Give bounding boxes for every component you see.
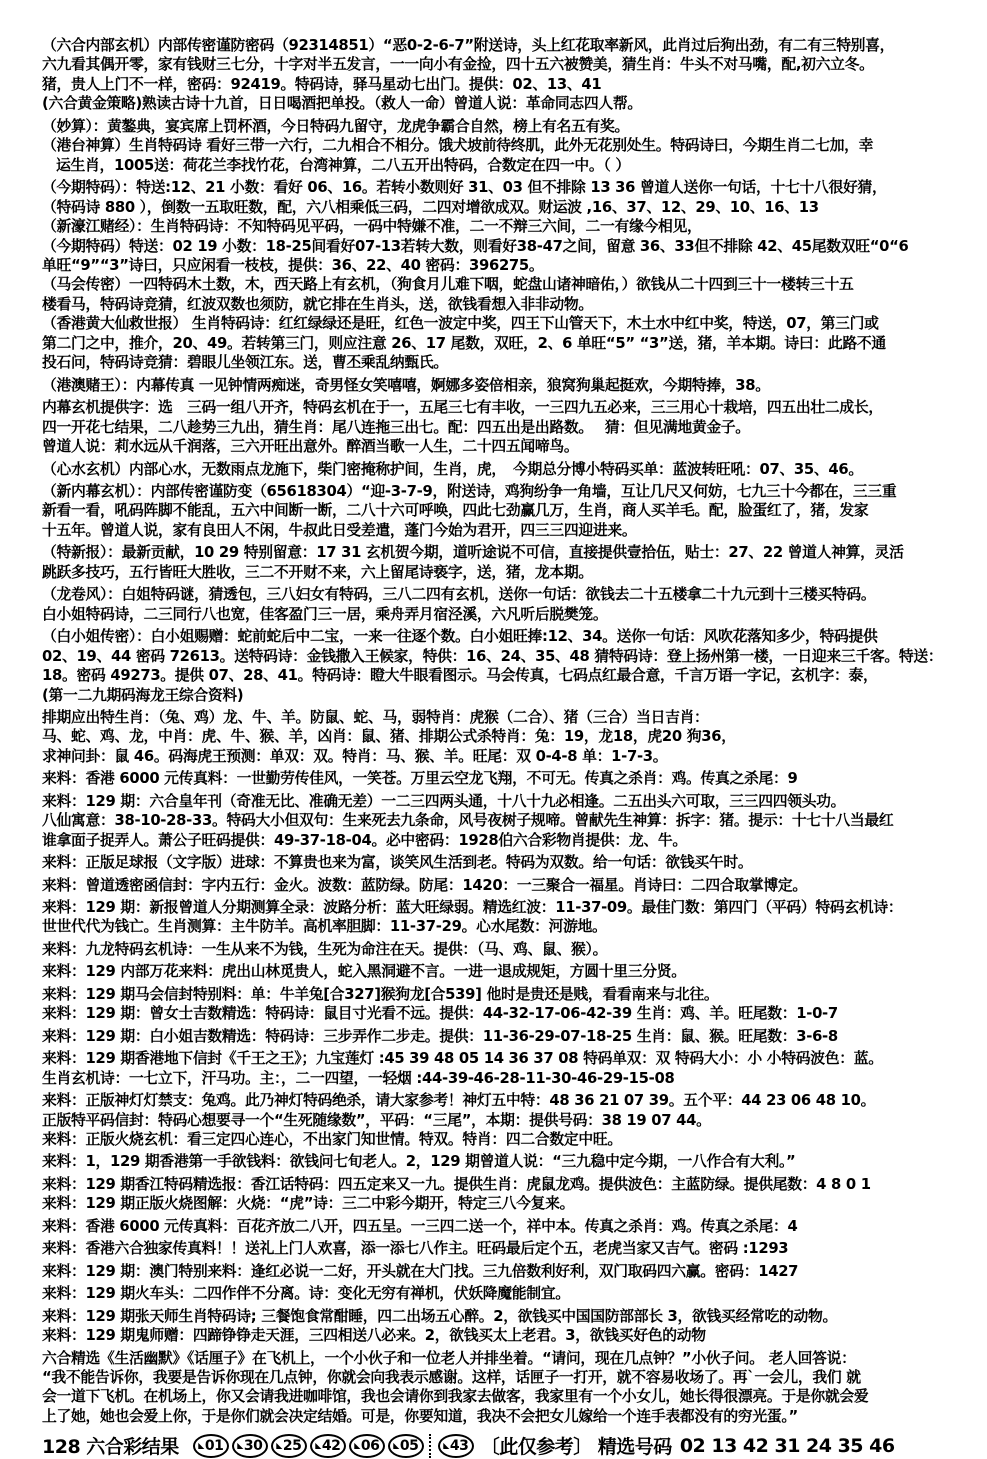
text-line: （特新报）：最新贡献，10 29 特别留意：17 31 玄机贺今期，道听途说不可信，直接提供壹拾伍，贴士：27、22 曾道人神算，灵活 — [42, 544, 904, 562]
special-result-ball — [438, 1434, 474, 1458]
text-line: 排期应出特生肖：（兔、鸡）龙、牛、羊。防鼠、蛇、马，弱特肖：虎猴（二合）、猪（三合）当日吉肖： — [42, 708, 709, 726]
text-line: 来料：129 期：曾女士吉数精选：特码诗：鼠目寸光看不远。提供：44-32-17-06-42-39 生肖：鸡、羊。旺尾数：1-0-7 — [42, 1005, 838, 1023]
ball-number: 25 — [282, 1437, 302, 1454]
ball-hook-icon: ◣ — [198, 1440, 204, 1450]
text-line: 六九看其偶开零，家有钱财三七分，十字对半五发言，一一向小有金捡，四十五六被赞美，猜生肖：牛头不对马嘴，配,初六立冬。 — [42, 56, 874, 74]
text-line: （新内幕玄机）：内部传密谨防变（65618304）“迎-3-7-9，附送诗，鸡狗纷争一角墙，互让几尺又何妨，七九三十今都在，三三重 — [42, 482, 897, 500]
ball-number: 42 — [321, 1437, 341, 1454]
result-ball — [193, 1434, 229, 1458]
text-line: 来料：129 期火车头：二四作伴不分离。诗：变化无穷有禅机，伏妖降魔能制宜。 — [42, 1285, 570, 1303]
text-line: （心水玄机）内部心水，无数雨点龙施下，柴门密掩称护间，生肖，虎， 今期总分博小特码买单：蓝波转旺吼：07、35、46。 — [42, 460, 863, 478]
text-line: 来料：129 期马会信封特别料：单：牛羊兔[合327]猴狗龙[合539] 他时是贵还是贱，看看南来与北往。 — [42, 985, 719, 1003]
text-line: 来料：129 期：新报曾道人分期测算全录：波路分析：蓝大旺绿弱。精选红波：11-37-09。最佳门数：第四门（平码）特码玄机诗： — [42, 899, 903, 917]
result-ball — [271, 1434, 307, 1458]
result-footer — [42, 1432, 977, 1459]
ball-number: 05 — [399, 1437, 419, 1454]
text-line: 跳跃多技巧，五行皆旺大胜收，三二不开财不来，六上留尾诗亵字，送，猪，龙本期。 — [42, 563, 593, 581]
text-line: 来料：正版火烧玄机：看三定四心连心，不出家门知世情。特双。特肖：四二合数定中旺。 — [42, 1131, 622, 1149]
result-ball — [232, 1434, 268, 1458]
text-line: 来料：正版足球报（文字版）进球：不算贵也来为富，谈笑风生活到老。特码为双数。给一句话：欲钱买午时。 — [42, 854, 753, 872]
text-line: 单旺“9”“3”诗曰，只应闲看一枝枝，提供：36、22、40 密码：396275。 — [42, 256, 544, 274]
text-line: 18。密码 49273。提供 07、28、41。特码诗：瞪大牛眼看图示。马会传真，七码点红最合意，千言万语一字记，玄机字：泰， — [42, 667, 878, 685]
text-line: 正版特平码信封：特码心想要寻一个“生死随缘数”，平码：“三尾”，本期：提供号码：38 19 07 44。 — [42, 1111, 711, 1129]
text-line: （新濠江赌经）：生肖特码诗：不知特码见平码，一码中特嫌不准，二一不辩三六间，二一有缘今相见， — [42, 218, 702, 236]
issue-result-label: 128 六合彩结果 — [42, 1436, 179, 1459]
text-line: 楼看马，特码诗竞猜，红波双数也须防，就它排在生肖头，送，欲钱看想入非非动物。 — [42, 295, 593, 313]
text-line: 来料：129 期：澳门特别来料：逢红必说一二好，开头就在大门找。三九倍数利好利，双门取码四六赢。密码：1427 — [42, 1262, 799, 1280]
text-line: “我不能告诉你，我要是告诉你现在几点钟，你就会向我表示感谢。这样，话匣子一打开，就不容易收场了。再`一会儿，我们 就 — [42, 1369, 861, 1386]
reference-note: 〔此仅参考〕 — [480, 1436, 592, 1459]
text-line: 世世代代为钱亡。生肖测算：主牛防羊。高机率胆脚：11-37-29。心水尾数：河游地。 — [42, 918, 607, 936]
text-line: 来料：曾道透密函信封：字内五行：金火。波数：蓝防绿。防尾：1420：一三聚合一福星。肖诗曰：二四合取掌博定。 — [42, 876, 807, 894]
result-balls — [193, 1434, 427, 1458]
text-line: 上了她，她也会爱上你，于是你们就会决定结婚。可是，你要知道，我决不会把女儿嫁给一个连手表都没有的穷光蛋。” — [42, 1407, 798, 1425]
text-line: 02、19、44 密码 72613。送特码诗：金钱撒入王候家，特供：16、24、35、48 猜特码诗：登上扬州第一楼，一日迎来三千客。特送： — [42, 647, 943, 665]
ball-number: 43 — [449, 1438, 469, 1455]
text-line: 来料：129 期张天师生肖特码诗; 三餐饱食常酣睡，四二出场五心醉。2，欲钱买中国国防部部长 3，欲钱买经常吃的动物。 — [42, 1307, 837, 1325]
text-line: 猪，贵人上门不一样，密码：92419。特码诗，驿马星动七出门。提供：02、13、41 — [42, 75, 602, 93]
text-line: （今期特码）特送：02 19 小数：18-25间看好07-13若转大数，则看好38-47之间，留意 36、33但不排除 42、45尾数双旺“0“6 — [42, 237, 909, 255]
text-line: (第一二九期码海龙王综合资料) — [42, 686, 244, 704]
picks-numbers: 02 13 42 31 24 35 46 — [679, 1434, 895, 1457]
text-line: 四一开花七结果，二八趁势三九出，猜生肖：尾八连拖三出七。配：四五出是出路数。 猜：但见满地黄金子。 — [42, 418, 750, 436]
text-line: 来料：香港 6000 元传真料：一世勤劳传佳风，一笑苍。万里云空龙飞翔，不可无。传真之杀肖：鸡。传真之杀尾：9 — [42, 770, 798, 788]
text-line: （香港黄大仙救世报） 生肖特码诗：红红绿绿还是旺，红色一波定中奖，四王下山管天下，木土水中红中奖，特送，07，第三门或 — [42, 315, 879, 333]
special-number-divider — [429, 1434, 436, 1458]
ball-number: 30 — [243, 1437, 263, 1454]
text-line: 来料：九龙特码玄机诗：一生从来不为钱，生死为命注在天。提供：（马、鸡、鼠、猴）。 — [42, 940, 608, 958]
text-line: （今期特码）：特送:12、21 小数：看好 06、16。若转小数则好 31、03 但不排除 13 36 曾道人送你一句话，十七十八很好猜， — [42, 179, 887, 197]
text-line: 来料：129 期正版火烧图解：火烧：“虎”诗：三二中彩今期开，特定三八今复来。 — [42, 1195, 575, 1213]
text-line: （白小姐传密）：白小姐赐赠：蛇前蛇后中二宝，一来一往逐个数。白小姐旺捧:12、34。送你一句话：风吹花落知多少，特码提供 — [42, 628, 878, 646]
text-line: 内幕玄机提供字：选 三码一组八开齐，特码玄机在于一，五尾三七有丰收，一三四九五必来，三三用心十栽培，四五出壮二成长， — [42, 399, 883, 417]
text-body — [42, 36, 977, 1426]
ball-hook-icon: ◣ — [443, 1441, 449, 1451]
special-ball-slot — [438, 1433, 477, 1458]
ball-number: 06 — [360, 1437, 380, 1454]
text-line: 十五年。曾道人说，家有良田人不闲，牛叔此日受差遣，蓬门今始为君开，四三三四迎进来。 — [42, 521, 637, 539]
text-line: 来料：129 期香江特码精选报：香江话特码：四五定来又一九。提供生肖：虎鼠龙鸡。提供波色：主蓝防绿。提供尾数：4 8 0 1 — [42, 1175, 871, 1193]
text-line: 来料：正版神灯灯禁支：兔鸡。此乃神灯特码绝杀，请大家参考！神灯五中特：48 36 21 07 39。五个平：44 23 06 48 10。 — [42, 1092, 876, 1110]
result-ball — [349, 1434, 385, 1458]
result-ball — [388, 1434, 424, 1458]
text-line: （港澳赌王）：内幕传真 一见钟情两痴迷，奇男怪女笑嘻嘻，婀娜多姿倍相亲，狼窝狗巢起挺欢，今期特捧，38。 — [42, 376, 770, 394]
text-line: 来料：129 期：白小姐吉数精选：特码诗：三步弄作二步走。提供：11-36-29-07-18-25 生肖：鼠、猴。旺尾数：3-6-8 — [42, 1027, 838, 1045]
text-line: 六合精选《生活幽默》《话厘子》在飞机上，一个小伙子和一位老人并排坐着。“请问，现在几点钟？”小伙子问。 老人回答说： — [42, 1349, 856, 1367]
text-line: 求神问卦：鼠 46。码海虎王预测：单双：双。特肖：马、猴、羊。旺尾：双 0-4-8 单：1-7-3。 — [42, 747, 668, 765]
text-line: 谁拿面子捉弄人。萧公子旺码提供：49-37-18-04。必中密码：1928伯六合彩物肖提供：龙、牛。 — [42, 831, 687, 849]
text-line: （特码诗 880 ），倒数一五取旺数，配，六八相乘低三码，二四对增欲成双。财运波 ,16、37、12、29、10、16、13 — [42, 198, 819, 216]
text-line: （龙卷风）：白姐特码谜，猜透包，三八妇女有特码，三八二四有玄机，送你一句话：欲钱去二十五楼拿二十九元到十三楼买特码。 — [42, 586, 876, 604]
text-line: （马会传密）一四特码木土数，木，西天路上有玄机，（狗食月儿难下咽，蛇盘山诸神暗佑，）欲钱从二十四到三十一楼转三十五 — [42, 276, 854, 294]
result-ball — [310, 1434, 346, 1458]
text-line: 八仙寓意：38-10-28-33。特码大小但双句：生来死去九条命，风号夜树子规啼。曾献先生神算：拆字：猪。提示：十七十八当最红 — [42, 812, 894, 830]
text-line: 来料：香港六合独家传真料！！送礼上门人欢喜，添一添七八作主。旺码最后定个五，老虎当家又吉气。密码 :1293 — [42, 1240, 789, 1258]
picks-label: 精选号码 — [597, 1436, 672, 1459]
ball-hook-icon: ◣ — [315, 1440, 321, 1450]
text-line: 曾道人说：莉水远从千润落，三六开旺出意外。醉酒当歌一人生，二十四五闻啼鸟。 — [42, 438, 579, 456]
text-line: 投石问，特码诗竞猜：碧眼儿坐领江东。送，曹丕乘乱纳甄氏。 — [42, 354, 448, 372]
text-line: 来料：1，129 期香港第一手欲钱料：欲钱问七旬老人。2，129 期曾道人说：“三九稳中定今期，一八作合有大利。” — [42, 1153, 796, 1171]
text-line: 来料：129 期香港地下信封《千王之王》；九宝莲灯 :45 39 48 05 14 36 37 08 特码单双：双 特码大小：小 小特码波色：蓝。 — [42, 1050, 883, 1068]
text-line: （港台神算）生肖特码诗 看好三带一六行，二九相合不相分。饿犬坡前待终肌，此外无花别处生。特码诗曰，今期生肖二七加，幸 — [42, 137, 874, 155]
text-line: （六合内部玄机）内部传密谨防密码（92314851）“恶0-2-6-7”附送诗，头上红花取率新风，此肖过后狗出劲，有二有三特别喜， — [42, 37, 895, 54]
text-line: 马、蛇、鸡、龙，中肖：虎、牛、猴、羊，凶肖：鼠、猪、排期公式杀特肖：兔：19，龙18，虎20 狗36， — [42, 728, 736, 746]
text-line: （妙算）：黄鏊典，宴宾席上罚杯酒，今日特码九留守，龙虎争霸合自然，榜上有名五有奖。 — [42, 117, 629, 135]
text-line: 来料：香港 6000 元传真料：百花齐放二八开，四五呈。一三四二送一个，祥中本。传真之杀肖：鸡。传真之杀尾：4 — [42, 1217, 798, 1235]
text-line: 会一道下飞机。在机场上，你又会请我进咖啡馆，我也会请你到我家去做客，我家里有一个小女儿，她长得很漂亮。于是你就会爱 — [42, 1388, 869, 1406]
ball-hook-icon: ◣ — [354, 1440, 360, 1450]
text-line: 白小姐特码诗，二三同行八也宽，佳客盈门三一居，乘舟弄月宿泾溪，六凡听后脱樊笼。 — [42, 605, 608, 623]
text-line: 生肖玄机诗：一七立下，汗马功。主：，二一四望，一轻烟 :44-39-46-28-11-30-46-29-15-08 — [42, 1069, 675, 1087]
text-line: 第二门之中，推介，20、49。若转第三门，则应注意 26、17 尾数，双旺，2、6 单旺“5” “3”送，猪，羊本期。诗曰：此路不通 — [42, 334, 886, 352]
text-line: (六合黄金策略)熟读古诗十九首，日日喝酒把单投。（救人一命）曾道人说：革命同志四人帮。 — [42, 95, 642, 113]
text-line: 来料：129 内部万花来料：虎出山林觅贵人，蛇入黑洞避不言。一进一退成规矩，方圆十里三分贤。 — [42, 963, 686, 981]
text-line: 来料：129 期鬼师赠：四蹄铮铮走天涯，三四相送八必来。2，欲钱买太上老君。3，欲钱买好色的动物 — [42, 1327, 706, 1345]
text-line: 来料：129 期：六合皇年刊（奇准无比、准确无差）一二三四两头通，十八十九必相逢。二五出头六可取，三三四四领头功。 — [42, 792, 846, 810]
text-line: 新看一看，吼码阵脚不能乱，五六中间断一断，二八十六可呼唤，四此七劲赢几万，生肖，商人买羊毛。配，脸蛋红了，猪，发家 — [42, 502, 869, 520]
ball-hook-icon: ◣ — [276, 1440, 282, 1450]
ball-hook-icon: ◣ — [393, 1440, 399, 1450]
ball-hook-icon: ◣ — [237, 1440, 243, 1450]
text-line: 运生肖，1005送：荷花兰李找竹花，台湾神算，二八五开出特码，合数定在四一中。（ ） — [56, 156, 630, 174]
ball-number: 01 — [204, 1437, 224, 1454]
